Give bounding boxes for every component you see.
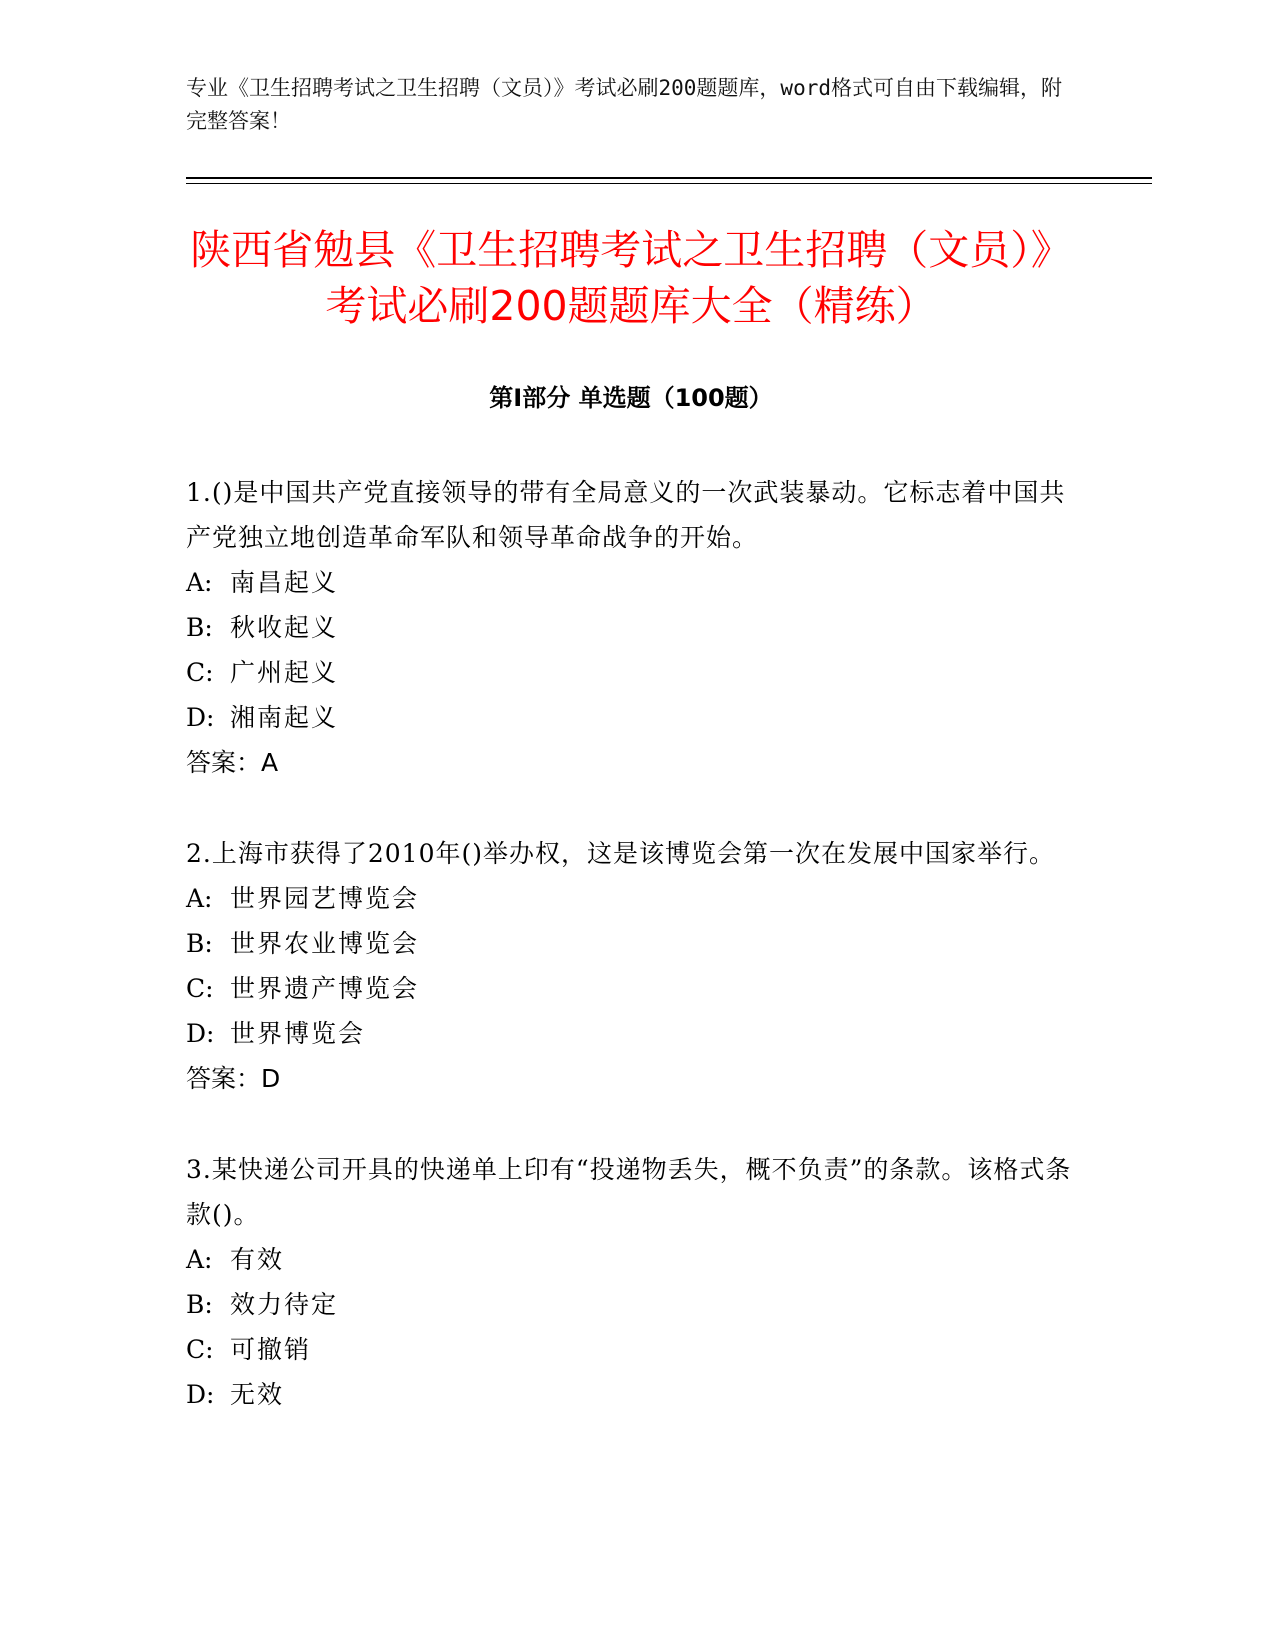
question-3	[186, 1147, 1086, 1417]
option-text: 无效	[230, 1380, 285, 1409]
question-stem: 3.某快递公司开具的快递单上印有“投递物丢失，概不负责”的条款。该格式条款()。	[186, 1155, 1072, 1229]
option-key: D:	[186, 703, 215, 732]
option-c	[186, 1327, 1086, 1372]
section-heading: 第Ⅰ部分 单选题（100题）	[489, 384, 773, 412]
option-d	[186, 695, 1086, 740]
option-b	[186, 921, 1086, 966]
header-note: 专业《卫生招聘考试之卫生招聘（文员）》考试必刷200题题库，word格式可自由下载编辑，附完整答案！	[186, 76, 1062, 133]
option-text: 世界遗产博览会	[230, 974, 420, 1003]
option-key: B:	[186, 613, 213, 642]
option-d	[186, 1372, 1086, 1417]
answer-line: 答案：A	[186, 748, 279, 777]
option-text: 可撤销	[230, 1335, 312, 1364]
option-key: C:	[186, 1335, 214, 1364]
option-key: C:	[186, 658, 214, 687]
option-text: 有效	[230, 1245, 285, 1274]
option-d	[186, 1011, 1086, 1056]
answer-line: 答案：D	[186, 1064, 281, 1093]
option-text: 广州起义	[230, 658, 339, 687]
option-c	[186, 966, 1086, 1011]
question-2	[186, 831, 1086, 1101]
option-b	[186, 1282, 1086, 1327]
option-a	[186, 1237, 1086, 1282]
option-b	[186, 605, 1086, 650]
option-text: 效力待定	[230, 1290, 339, 1319]
option-text: 世界博览会	[230, 1019, 366, 1048]
option-a	[186, 560, 1086, 605]
option-key: D:	[186, 1019, 215, 1048]
option-key: B:	[186, 1290, 213, 1319]
option-c	[186, 650, 1086, 695]
option-text: 世界园艺博览会	[230, 884, 420, 913]
option-key: C:	[186, 974, 214, 1003]
header-rule-thick	[186, 177, 1152, 179]
question-stem: 2.上海市获得了2010年()举办权，这是该博览会第一次在发展中国家举行。	[186, 839, 1055, 868]
question-stem: 1.()是中国共产党直接领导的带有全局意义的一次武装暴动。它标志着中国共产党独立地创造革命军队和领导革命战争的开始。	[186, 478, 1066, 552]
question-1	[186, 470, 1086, 785]
option-text: 世界农业博览会	[230, 929, 420, 958]
question-list	[186, 470, 1086, 1463]
option-text: 南昌起义	[230, 568, 339, 597]
document-title: 陕西省勉县《卫生招聘考试之卫生招聘（文员）》考试必刷200题题库大全（精练）	[190, 226, 1072, 330]
option-a	[186, 876, 1086, 921]
option-key: A:	[186, 568, 213, 597]
option-key: B:	[186, 929, 213, 958]
option-text: 湘南起义	[230, 703, 339, 732]
header-rule-thin	[186, 183, 1152, 184]
option-key: A:	[186, 884, 213, 913]
option-text: 秋收起义	[230, 613, 339, 642]
option-key: D:	[186, 1380, 215, 1409]
option-key: A:	[186, 1245, 213, 1274]
